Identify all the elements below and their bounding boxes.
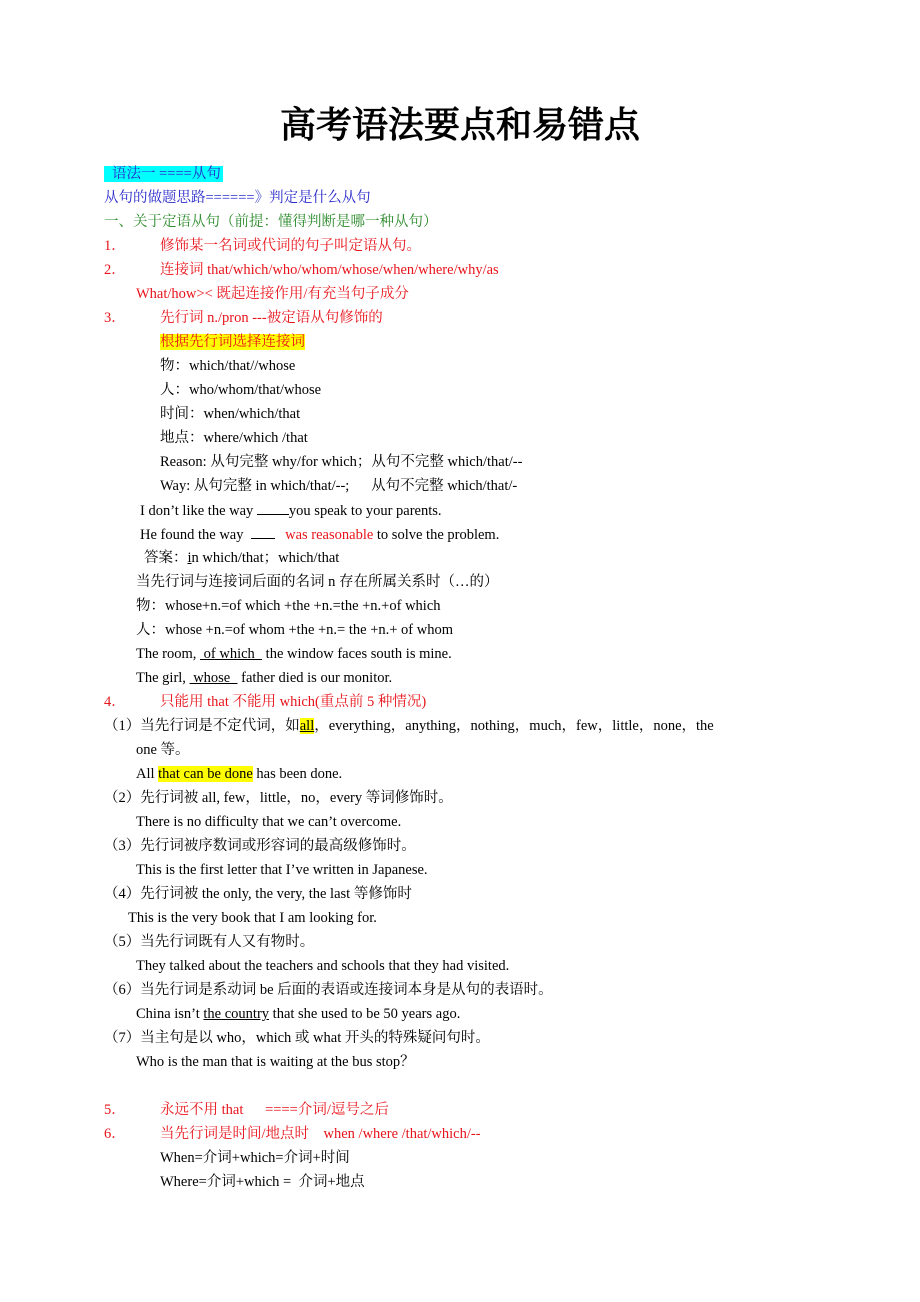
case-7-example: Who is the man that is waiting at the bus stop？ (136, 1054, 415, 1070)
point-2-continued: What/how>< 既起连接作用/有充当句子成分 (136, 286, 409, 302)
rule-where: Where=介词+which = 介词+地点 (160, 1174, 365, 1190)
case-2: （2）先行词被 all, few，little，no，every 等词修饰时。 (104, 790, 453, 806)
case-6: （6）当先行词是系动词 be 后面的表语或连接词本身是从句的表语时。 (104, 982, 553, 998)
case-6-example (136, 1004, 460, 1024)
highlighted-text: 根据先行词选择连接词 (160, 334, 305, 350)
point-number: 2． (104, 262, 126, 278)
approach-line: 从句的做题思路======》判定是什么从句 (104, 190, 371, 206)
point-number: 4． (104, 694, 126, 710)
fill-blank (251, 524, 275, 539)
rule-time: 时间：when/which/that (160, 406, 301, 422)
point-2 (104, 260, 499, 280)
point-text: 永远不用 that ====介词/逗号之后 (160, 1102, 389, 1118)
point-1 (104, 236, 421, 256)
example-sentence-1 (140, 500, 442, 521)
sentence-part: that she used to be 50 years ago. (269, 1006, 461, 1022)
example-sentence-2 (140, 524, 499, 545)
section-heading (104, 164, 223, 184)
rule-way: Way: 从句完整 in which/that/--; 从句不完整 which/that/- (160, 478, 518, 494)
case-text: ，everything，anything，nothing，much，few，little，none，the (314, 718, 714, 734)
sentence-part: has been done. (252, 766, 343, 782)
possessive-rule-thing: 物：whose+n.=of which +the +n.=the +n.+of which (136, 598, 441, 614)
point-text: 当先行词是时间/地点时 when /where /that/which/-- (160, 1126, 481, 1142)
sentence-part: The room, (136, 646, 201, 662)
case-3-example: This is the first letter that I’ve written in Japanese. (136, 862, 428, 878)
point-number: 6． (104, 1126, 126, 1142)
point-number: 1． (104, 238, 126, 254)
document-title: 高考语法要点和易错点 (279, 105, 640, 146)
point-text: 连接词 that/which/who/whom/whose/when/where/why/as (160, 262, 499, 278)
case-1-continued: one 等。 (136, 742, 190, 758)
case-5-example: They talked about the teachers and schools that they had visited. (136, 958, 510, 974)
point-6 (104, 1124, 481, 1144)
point-number: 5． (104, 1102, 126, 1118)
rule-reason: Reason: 从句完整 why/for which；从句不完整 which/that/-- (160, 454, 523, 470)
point-text: 先行词 n./pron ---被定语从句修饰的 (160, 310, 383, 326)
highlighted-text: all (299, 718, 315, 734)
red-text: was reasonable (285, 527, 374, 543)
point-text: 只能用 that 不能用 which(重点前 5 种情况) (160, 694, 427, 710)
sentence-part: father died is our monitor. (237, 670, 393, 686)
point-text: 修饰某一名词或代词的句子叫定语从句。 (160, 238, 421, 254)
point-5 (104, 1100, 389, 1120)
sentence-part: The girl, (136, 670, 190, 686)
case-1-example (136, 764, 342, 784)
sentence-part: He found the way (140, 527, 248, 543)
sentence-part: to solve the problem. (373, 527, 500, 543)
answer-label: 答案： (144, 550, 188, 566)
possessive-rule-person: 人：whose +n.=of whom +the +n.= the +n.+ of whom (136, 622, 454, 638)
possessive-example-1 (136, 644, 452, 664)
possessive-example-2 (136, 668, 392, 688)
possessive-rule-heading: 当先行词与连接词后面的名词 n 存在所属关系时（…的） (136, 574, 499, 590)
sentence-part: I don’t like the way (140, 503, 257, 519)
sentence-part: China isn’t (136, 1006, 204, 1022)
case-1 (104, 716, 714, 736)
case-5: （5）当先行词既有人又有物时。 (104, 934, 315, 950)
point-3 (104, 308, 383, 328)
case-text: （1）当先行词是不定代词，如 (104, 718, 300, 734)
rule-thing: 物：which/that//whose (160, 358, 296, 374)
sentence-part: you speak to your parents. (288, 503, 442, 519)
choose-connector-line (160, 332, 305, 352)
underlined-text: of which (200, 646, 263, 662)
rule-person: 人：who/whom/that/whose (160, 382, 322, 398)
case-7: （7）当主句是以 who，which 或 what 开头的特殊疑问句时。 (104, 1030, 490, 1046)
point-number: 3． (104, 310, 126, 326)
case-2-example: There is no difficulty that we can’t overcome. (136, 814, 402, 830)
sentence-part: All (136, 766, 159, 782)
underlined-text: whose (189, 670, 238, 686)
rule-when: When=介词+which=介词+时间 (160, 1150, 350, 1166)
answer-line (144, 548, 339, 568)
point-4 (104, 692, 426, 712)
case-3: （3）先行词被序数词或形容词的最高级修饰时。 (104, 838, 416, 854)
underlined-text: i (187, 550, 192, 566)
case-4-example: This is the very book that I am looking for. (128, 910, 377, 926)
answer-text: n which/that；which/that (191, 550, 340, 566)
sentence-part: the window faces south is mine. (262, 646, 452, 662)
highlighted-text: that can be done (158, 766, 253, 782)
fill-blank (257, 500, 289, 515)
case-4: （4）先行词被 the only, the very, the last 等修饰时 (104, 886, 412, 902)
rule-place: 地点：where/which /that (160, 430, 308, 446)
section-heading-label: 语法一 ====从句 (104, 166, 223, 182)
subsection-heading: 一、关于定语从句（前提：懂得判断是哪一种从句） (104, 214, 438, 230)
underlined-text: the country (203, 1006, 270, 1022)
